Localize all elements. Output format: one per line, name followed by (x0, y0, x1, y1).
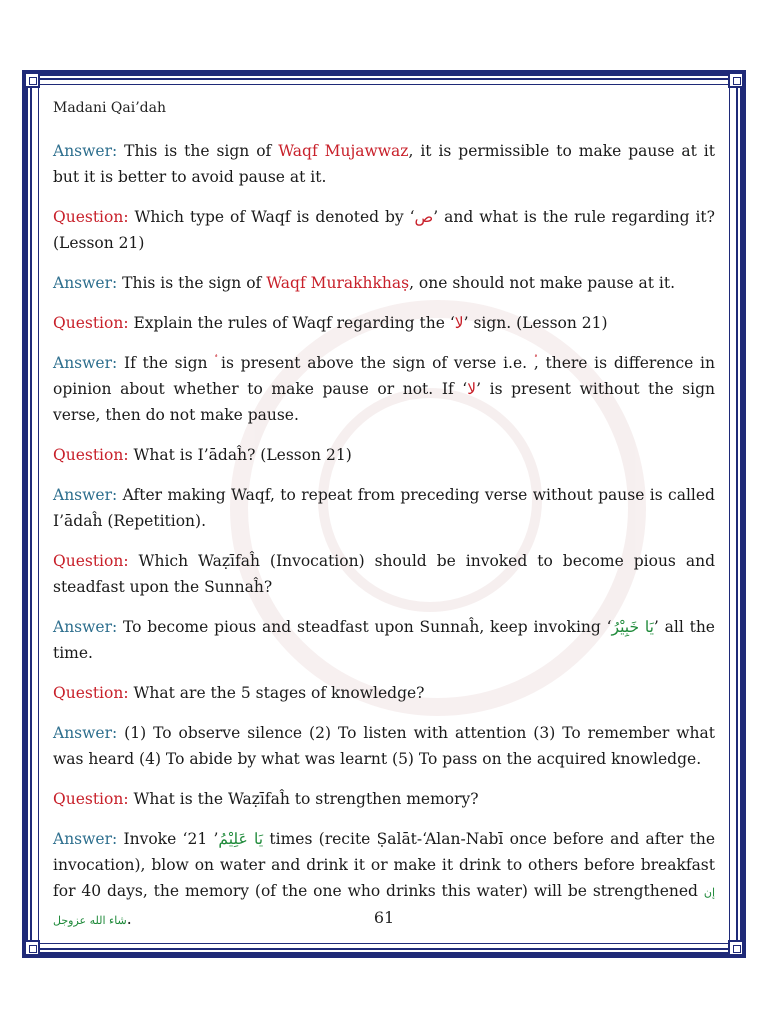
question-block (53, 786, 715, 812)
arabic-sign: لا (454, 314, 464, 332)
corner-ornament-top-right (728, 72, 744, 88)
question-label: Question: (53, 790, 129, 808)
question-text: What is the Waẓīfaĥ to strengthen memory? (133, 790, 479, 808)
question-label: Question: (53, 446, 129, 464)
corner-ornament-top-left (24, 72, 40, 88)
answer-label: Answer: (53, 354, 118, 372)
answer-text: This is the sign of (124, 142, 279, 160)
answer-text: , one should not make pause at it. (409, 274, 676, 292)
answer-text: (1) To observe silence (2) To listen with attention (3) To remember what was heard (4) To abide by what was learnt (5) To pass on the acquired knowledge. (53, 724, 715, 768)
answer-text: . (126, 910, 132, 928)
answer-block (53, 138, 715, 190)
answer-text: This is the sign of (122, 274, 267, 292)
term-highlight: Waqf Murakhkhaṣ (266, 274, 410, 292)
answer-text: ’ all the time. (53, 618, 715, 662)
question-label: Question: (53, 684, 129, 702)
question-label: Question: (53, 208, 129, 226)
answer-block (53, 614, 715, 666)
question-text: ’ and what is the rule regarding it? (Lesson 21) (53, 208, 715, 252)
answer-text: Invoke ‘ (123, 830, 188, 848)
arabic-sign: ص (414, 208, 434, 226)
question-text: ’ sign. (Lesson 21) (463, 314, 608, 332)
answer-label: Answer: (53, 618, 118, 636)
question-block (53, 204, 715, 256)
question-text: Explain the rules of Waqf regarding the ‘ (133, 314, 455, 332)
question-label: Question: (53, 552, 129, 570)
running-header: Madani Qai’dah (53, 100, 167, 116)
corner-ornament-bottom-right (728, 940, 744, 956)
answer-text: , it is permissible to make pause at it but it is better to avoid pause at it. (53, 142, 715, 186)
arabic-phrase: إن شاء الله عزوجل (53, 886, 715, 927)
answer-label: Answer: (53, 486, 118, 504)
arabic-invocation: يَا عَلِيْمُ (218, 830, 264, 848)
answer-block (53, 720, 715, 772)
corner-ornament-bottom-left (24, 940, 40, 956)
answer-text: To become pious and steadfast upon Sunnaĥ, keep invoking ‘ (123, 618, 612, 636)
page-number: 61 (373, 908, 395, 927)
answer-label: Answer: (53, 724, 118, 742)
arabic-sign: لا (467, 380, 477, 398)
answer-text: After making Waqf, to repeat from preceding verse without pause is called I’ādaĥ (Repetition). (53, 486, 715, 530)
question-text: What are the 5 stages of knowledge? (133, 684, 425, 702)
answer-label: Answer: (53, 142, 118, 160)
answer-text: ’ 21 times (recite Ṣalāt-‘Alan-Nabī once before and after the invocation), blow on water and drink it or make it drink to others before breakfast for 40 days, the memory (of the one who drinks this water) will be strengthened (53, 830, 715, 900)
answer-block (53, 482, 715, 534)
answer-label: Answer: (53, 830, 118, 848)
answer-text: If the sign (123, 354, 215, 372)
answer-block (53, 270, 715, 296)
question-block (53, 680, 715, 706)
answer-text: , there is difference in opinion about whether to make pause or not. If ‘ (53, 354, 716, 398)
question-block (53, 442, 715, 468)
question-text: Which type of Waqf is denoted by ‘ (134, 208, 415, 226)
answer-text: ’ is present without the sign verse, then do not make pause. (53, 380, 715, 424)
question-text: What is I’ādaĥ? (Lesson 21) (133, 446, 352, 464)
answer-label: Answer: (53, 274, 118, 292)
arabic-invocation: يَا خَبِيْرُ (611, 618, 654, 636)
question-label: Question: (53, 314, 129, 332)
question-block (53, 548, 715, 600)
answer-block (53, 350, 715, 428)
question-block (53, 310, 715, 336)
question-text: Which Waẓīfaĥ (Invocation) should be invoked to become pious and steadfast upon the Sunnaĥ? (53, 552, 715, 596)
answer-text: is present above the sign of verse i.e. (214, 354, 534, 372)
term-highlight: Waqf Mujawwaz (278, 142, 409, 160)
qa-content (53, 138, 715, 948)
